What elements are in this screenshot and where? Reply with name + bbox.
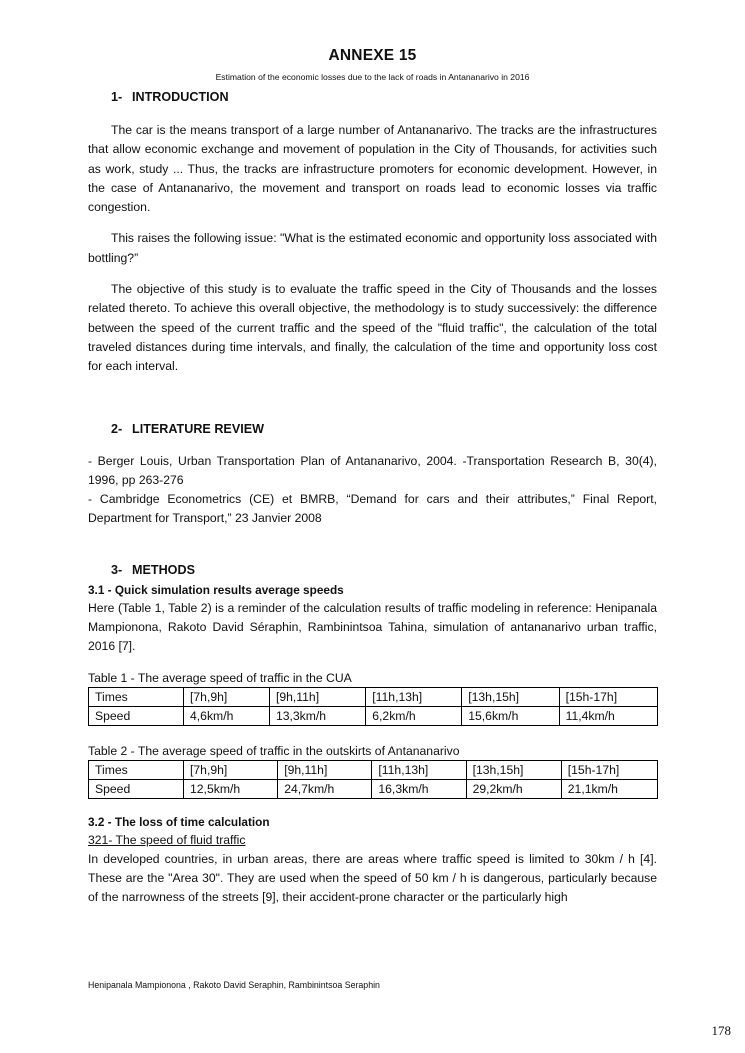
table-cell: 4,6km/h <box>184 706 270 725</box>
table-row <box>89 687 658 706</box>
methods-paragraph: In developed countries, in urban areas, there are areas where traffic speed is limited to 30km / h [4]. These are the "Area 30". They are used when the speed of 50 km / h is dangerous, particularly because of the narrowness of the streets [9], their accident-prone character or the particularly high <box>88 851 657 905</box>
page-number: 178 <box>711 1023 731 1038</box>
table-cell: 24,7km/h <box>278 779 372 798</box>
section-title: LITERATURE REVIEW <box>132 421 265 436</box>
table2-caption: Table 2 - The average speed of traffic in the outskirts of Antananarivo <box>88 743 460 758</box>
table-cell: [11h,13h] <box>366 687 462 706</box>
methods-paragraph: Here (Table 1, Table 2) is a reminder of the calculation results of traffic modeling in reference: Henipanala Mampionona, Rakoto David Séraphin, Rambinintsoa Tahina, simulation of antananarivo urban traffic, 2016 [7]. <box>88 600 657 654</box>
table-cell: 11,4km/h <box>559 706 657 725</box>
table-cell: 29,2km/h <box>466 779 561 798</box>
subsubsection-heading: 321- The speed of fluid traffic <box>88 832 246 847</box>
section-number: 1- <box>111 90 123 104</box>
table-cell: 13,3km/h <box>269 706 365 725</box>
table-cell: [9h,11h] <box>278 760 372 779</box>
subsection-heading: 3.1 - Quick simulation results average speeds <box>88 582 344 597</box>
main-content <box>88 89 657 908</box>
table1-speeds-cua <box>88 687 658 726</box>
annex-title: ANNEXE 15 <box>328 47 417 64</box>
reference-item: - Berger Louis, Urban Transportation Plan of Antananarivo, 2004. -Transportation Research B, 30(4), 1996, pp 263-276 <box>88 453 657 487</box>
table-cell: 12,5km/h <box>184 779 278 798</box>
table-cell: Speed <box>89 706 184 725</box>
table-cell: [7h,9h] <box>184 687 270 706</box>
table-cell: [13h,15h] <box>466 760 561 779</box>
section-number: 3- <box>111 562 123 577</box>
table-cell: [11h,13h] <box>372 760 466 779</box>
section-title: INTRODUCTION <box>132 90 229 104</box>
annex-subtitle: Estimation of the economic losses due to the lack of roads in Antananarivo in 2016 <box>215 72 530 82</box>
table-cell: 21,1km/h <box>561 779 657 798</box>
table-cell: [9h,11h] <box>269 687 365 706</box>
methods-heading <box>111 562 657 579</box>
section-number: 2- <box>111 421 123 436</box>
table-cell: 15,6km/h <box>462 706 559 725</box>
table-row <box>89 779 658 798</box>
table-cell: 6,2km/h <box>366 706 462 725</box>
table1-caption: Table 1 - The average speed of traffic in the CUA <box>88 670 352 685</box>
table-cell: Speed <box>89 779 184 798</box>
table-row <box>89 706 658 725</box>
intro-paragraph: The car is the means transport of a large number of Antananarivo. The tracks are the infrastructures that allow economic exchange and movement of population in the City of Thousands, for activities such as work, study ... Thus, the tracks are infrastructure promoters for economic development. However, in the case of Antananarivo, the movement and transport on roads lead to economic losses via traffic congestion. <box>88 123 657 215</box>
table-cell: 16,3km/h <box>372 779 466 798</box>
reference-item: - Cambridge Econometrics (CE) et BMRB, “Demand for cars and their attributes,” Final Report, Department for Transport,” 23 Janvier 2008 <box>88 492 657 526</box>
table-cell: Times <box>89 760 184 779</box>
introduction-heading <box>111 89 657 106</box>
table-cell: Times <box>89 687 184 706</box>
table-cell: [15h-17h] <box>559 687 657 706</box>
table-cell: [13h,15h] <box>462 687 559 706</box>
table-cell: [15h-17h] <box>561 760 657 779</box>
footer-authors: Henipanala Mampionona , Rakoto David Seraphin, Rambinintsoa Seraphin <box>88 980 380 990</box>
table-row <box>89 760 658 779</box>
table-cell: [7h,9h] <box>184 760 278 779</box>
subsection-heading: 3.2 - The loss of time calculation <box>88 814 270 829</box>
intro-paragraph: This raises the following issue: "What is the estimated economic and opportunity loss associated with bottling?” <box>88 231 657 265</box>
literature-heading <box>111 421 657 438</box>
intro-paragraph: The objective of this study is to evaluate the traffic speed in the City of Thousands and the losses related thereto. To achieve this overall objective, the methodology is to study successively: the difference between the speed of the current traffic and the speed of the "fluid traffic", the calculation of the total traveled distances during time intervals, and finally, the calculation of the time and opportunity loss cost for each interval. <box>88 282 657 374</box>
table2-speeds-outskirts <box>88 760 658 799</box>
section-title: METHODS <box>132 562 195 577</box>
